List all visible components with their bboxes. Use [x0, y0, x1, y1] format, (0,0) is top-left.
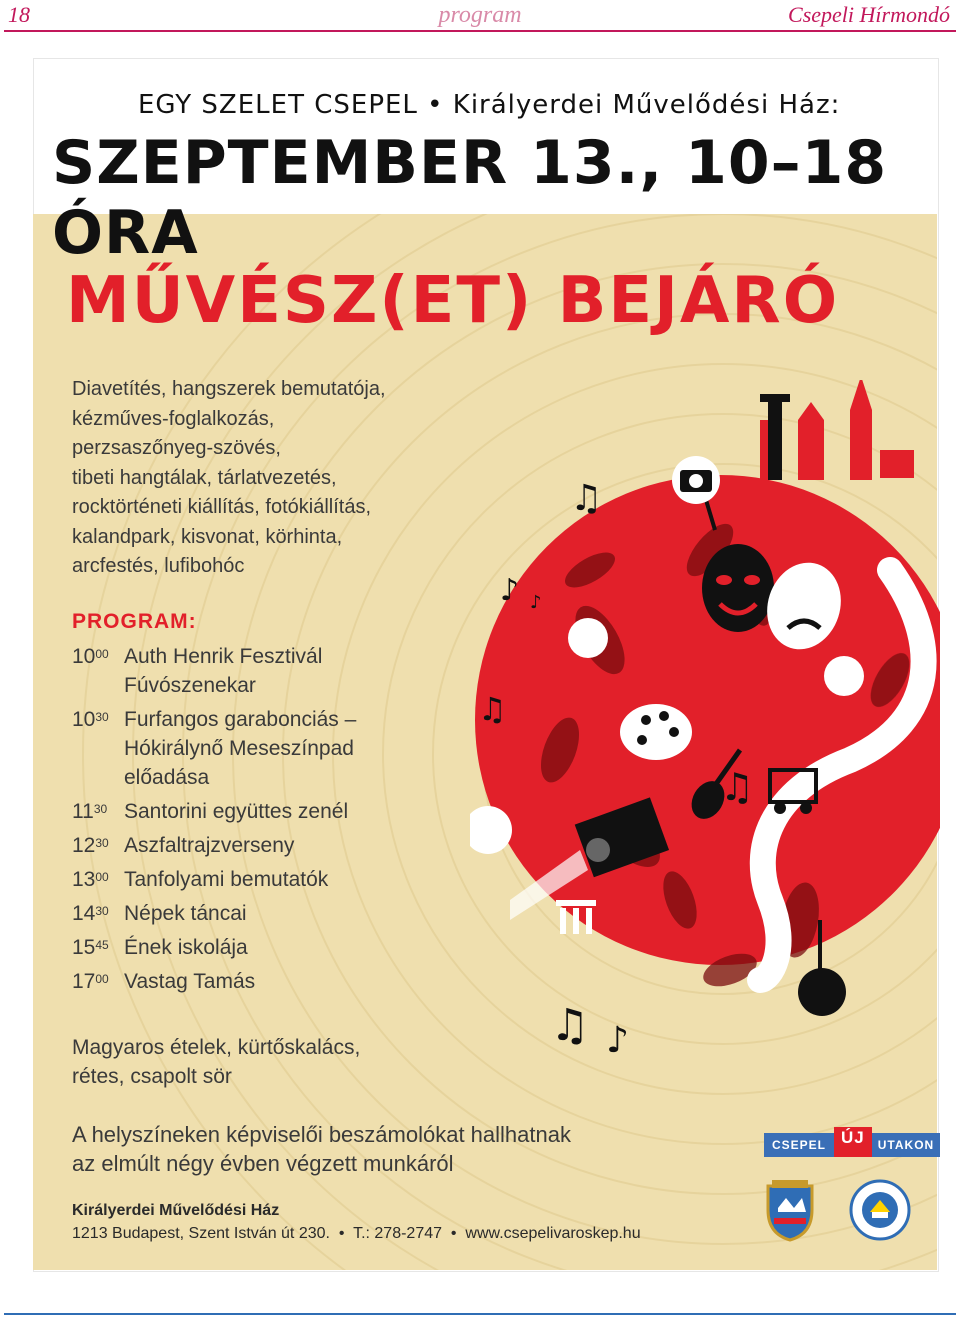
food-line: Magyaros ételek, kürtőskalács, — [72, 1036, 361, 1059]
event-title: MŰVÉSZ(ET) BEJÁRÓ — [66, 264, 840, 338]
schedule-list — [72, 642, 492, 1001]
page-number: 18 — [8, 2, 30, 27]
description-line: Diavetítés, hangszerek bemutatója, — [72, 378, 386, 400]
description-line: perzsaszőnyeg-szövés, — [72, 437, 281, 459]
svg-text:♫: ♫ — [478, 690, 507, 728]
venue-website[interactable]: www.csepelivaroskep.hu — [465, 1225, 641, 1242]
coat-of-arms-icon — [768, 1180, 812, 1240]
schedule-text: Auth Henrik Fesztivál — [124, 645, 323, 668]
report-info — [72, 1120, 571, 1178]
svg-text:♫: ♫ — [550, 1000, 590, 1051]
venue-contact: 1213 Budapest, Szent István út 230. • T.: 278-2747 • www.csepelivaroskep.hu — [72, 1225, 641, 1242]
schedule-text: Ének iskolája — [124, 936, 248, 959]
schedule-item — [72, 865, 492, 894]
event-subtitle: EGY SZELET CSEPEL • Királyerdei Művelődési Ház: — [138, 90, 841, 120]
anniversary-seal-icon — [851, 1181, 909, 1239]
schedule-item — [72, 642, 492, 700]
svg-text:♪: ♪ — [500, 573, 520, 608]
publication-name: Csepeli Hírmondó — [788, 2, 950, 27]
svg-text:♪: ♪ — [606, 1020, 629, 1060]
food-line: rétes, csapolt sör — [72, 1065, 232, 1088]
schedule-text: Népek táncai — [124, 902, 247, 925]
event-description — [72, 375, 492, 582]
schedule-item — [72, 831, 492, 860]
schedule-text: Tanfolyami bemutatók — [124, 868, 329, 891]
description-line: rocktörténeti kiállítás, fotókiállítás, — [72, 496, 372, 518]
schedule-time: $10^{00}$ — [72, 645, 109, 668]
svg-text:♫: ♫ — [720, 765, 755, 809]
schedule-text: Furfangos garabonciás – — [124, 708, 357, 731]
schedule-time: $13^{00}$ — [72, 868, 109, 891]
page-header — [0, 0, 960, 30]
schedule-text: Vastag Tamás — [124, 970, 256, 993]
svg-text:♪: ♪ — [530, 592, 542, 613]
schedule-text: Santorini együttes zenél — [124, 800, 349, 823]
svg-text:♫: ♫ — [570, 478, 603, 519]
schedule-text: Hókirálynő Meseszínpad — [124, 737, 354, 760]
schedule-item — [72, 967, 492, 996]
venue-name: Királyerdei Művelődési Ház — [72, 1202, 280, 1219]
column-icon — [556, 900, 596, 934]
event-date: SZEPTEMBER 13., 10–18 ÓRA — [52, 128, 888, 268]
footer-divider — [4, 1313, 956, 1315]
tool-badge-icon — [568, 618, 608, 658]
schedule-item — [72, 933, 492, 962]
section-name: program — [438, 2, 522, 28]
program-heading: PROGRAM: — [72, 610, 197, 633]
schedule-time: $17^{00}$ — [72, 970, 109, 993]
schedule-time: $10^{30}$ — [72, 708, 109, 731]
schedule-text: Fúvószenekar — [124, 674, 256, 697]
schedule-text: előadása — [124, 766, 210, 789]
schedule-text: Aszfaltrajzverseny — [124, 834, 295, 857]
report-line: az elmúlt négy évben végzett munkáról — [72, 1151, 454, 1176]
logos-group — [762, 1178, 912, 1242]
brush-badge-icon — [824, 656, 864, 696]
description-line: arcfestés, lufibohóc — [72, 555, 245, 577]
venue-address: 1213 Budapest, Szent István út 230. — [72, 1225, 330, 1242]
schedule-item — [72, 899, 492, 928]
venue-phone: T.: 278-2747 — [353, 1225, 443, 1242]
artistic-planet-illustration — [470, 380, 940, 1060]
schedule-item — [72, 705, 492, 792]
palette-icon — [620, 704, 692, 760]
description-line: kalandpark, kisvonat, körhinta, — [72, 525, 343, 548]
description-line: tibeti hangtálak, tárlatvezetés, — [72, 466, 337, 489]
food-info — [72, 1033, 360, 1091]
description-line: kézműves-foglalkozás, — [72, 407, 275, 430]
schedule-time: $14^{30}$ — [72, 902, 109, 925]
header-divider — [4, 30, 956, 32]
schedule-item — [72, 797, 492, 826]
schedule-time: $11^{30}$ — [72, 800, 108, 823]
report-line: A helyszíneken képviselői beszámolókat hallhatnak — [72, 1122, 571, 1147]
schedule-time: $15^{45}$ — [72, 936, 109, 959]
schedule-time: $12^{30}$ — [72, 834, 109, 857]
csepel-uj-utakon-logo: CSEPEL ÚJ UTAKON — [764, 1133, 940, 1157]
